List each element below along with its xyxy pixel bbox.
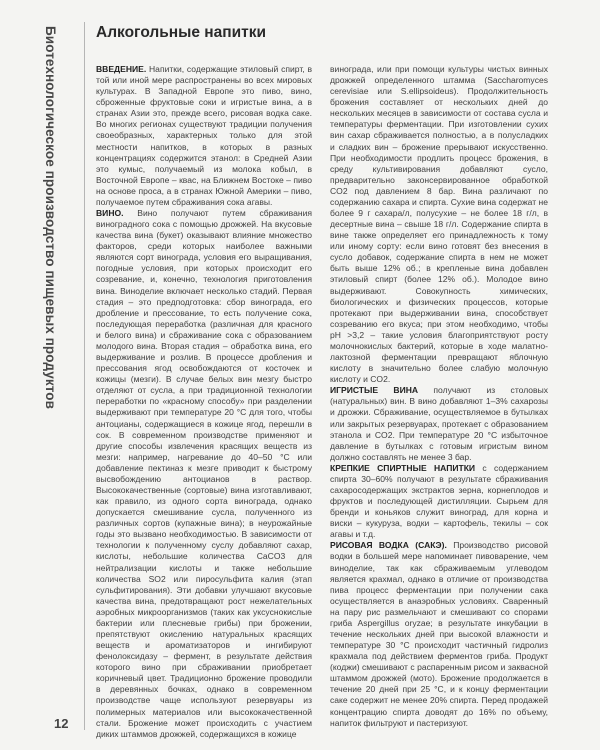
page-number: 12	[54, 716, 69, 731]
paragraph-strong-spirits	[330, 463, 548, 541]
paragraph-sparkling-wines	[330, 385, 548, 463]
paragraph-wine-continued	[330, 64, 548, 385]
paragraph-lead: РИСОВАЯ ВОДКА (САКЭ).	[330, 540, 447, 551]
paragraph-text: с содержанием спирта 30–60% получают в результате сбраживания сахаросодержащих экстрактов зерна, корнеплодов и фруктов и последующей дистилляции. Сырьем для бренди и коньяков служит виноград, для корна и виски – кукуруза, водки – картофель, текилы – сок агавы и т.д.	[330, 462, 548, 540]
paragraph-text: получают из столовых (натуральных) вин. В вино добавляют 1–3% сахарозы и дрожжи. Сбраживание, осуществляемое в бутылках или закрытых резервуарах, протекает с образованием этанола и CO2. При температуре 20 °С избыточное давление в бутылках с готовым игристым вином должно составлять не менее 3 бар.	[330, 385, 548, 462]
paragraph-sake	[330, 540, 548, 728]
left-column	[96, 64, 312, 740]
right-column	[330, 64, 548, 740]
paragraph-text: винограда, или при помощи культуры чистых винных дрожжей определенного штамма (Saccharomyces cerevisiae или S.ellipsoideus). Продолжительность брожения составляет от нескольких дней до нескольких месяцев в зависимости от состава сусла и температуры ферментации. При изготовлении сухих вин сахар сбраживается полностью, а в полусладких и сладких вин – брожение прерывают искусственно. При необходимости продлить процесс брожения, в среду культивирования добавляют сусло, предварительно законсервированное обработкой CO2 под давлением 8 бар. Вина различают по содержанию сахара и спирта. Сухие вина содержат не более 9 г сахара/л, полусухие – не более 18 г/л, в десертные вина – свыше 18 г/л. Содержание спирта в вине также определяет его принадлежность к тому или иному сорту: если вино готовят без внесения в сусло добавок, содержание спирта в нем не может быть выше 12% об.; в крепленые вина добавлен этиловый спирт (более 12% об.). Молодое вино выдерживают. Совокупность химических, биологических и физических процессов, которые протекают при выдерживании вина, способствует созреванию его вкуса; при этом необходимо, чтобы рН >3,2 – такие условия благоприятствуют росту молочнокислых бактерий, которые в ходе малатно-лактозной ферментации превращают яблочную кислоту в значительно более слабую молочную кислоту и CO2.	[330, 64, 548, 385]
paragraph-lead: ВВЕДЕНИЕ.	[96, 64, 147, 74]
paragraph-text: Производство рисовой водки в большей мере напоминает пивоварение, чем виноделие, так как сбраживаемым углеводом является крахмал, однако в отличие от производства пива процесс ферментации при получении сака осуществляется в анаэробных условиях. Сваренный на пару рис размельчают и смешивают со спорами гриба Aspergillus oryzae; в результате инкубации в течение нескольких дней при высокой влажности и температуре 30 °С происходит частичный гидролиз крахмала под действием ферментов гриба. Продукт (коджи) смешивают с распаренным рисом и заквасной штаммом дрожжей (мото). Брожение продолжается в течение 20 дней при 25 °С, и к концу ферментации саке содержит не менее 20% спирта. Перед продажей концентрацию спирта доводят до 16% по объему, напиток фильтруют и пастеризуют.	[330, 540, 548, 728]
margin-rule	[84, 22, 85, 730]
paragraph-lead: КРЕПКИЕ СПИРТНЫЕ НАПИТКИ	[330, 462, 476, 473]
paragraph-lead: ИГРИСТЫЕ ВИНА	[330, 385, 419, 396]
paragraph-introduction	[96, 64, 312, 208]
paragraph-text: Напитки, содержащие этиловый спирт, в той или иной мере распространены во всех мировых культурах. В Западной Европе это пиво, вино, сброженные фруктовые соки и игристые вина, а в странах Азии это, прежде всего, рисовая водка саке. Во многих регионах существуют традиции получения своеобразных, характерных только для этой местности напитков, в которых в разных концентрациях содержится этанол: в Средней Азии это кумыс, получаемый из молока кобыл, в Восточной Европе – квас, на Ближнем Востоке – пиво на основе проса, а в странах Южной Америки – пиво, получаемое путем сбраживания сока агавы.	[96, 64, 312, 207]
paragraph-wine	[96, 208, 312, 740]
paragraph-lead: ВИНО.	[96, 208, 124, 219]
paragraph-text: Вино получают путем сбраживания виноградного сока с помощью дрожжей. На вкусовые качества вина (букет) оказывают влияние множество факторов, среди которых наиболее важными являются сорт винограда, условия его выращивания, погодные условия, при которых происходит его созревание, и, конечно, технология приготовления вина. Виноделие включает несколько стадий. Первая стадия – это предподготовка: сбор винограда, его дробление и прессование, то есть получение сока, последующая переработка (различная для красного и белого вина) и сбраживание сока с образованием молодого вина. Вторая стадия – обработка вина, его выдерживание и розлив. В процессе дробления и прессования ягод освобождаются от косточек и кожицы (мезги). В случае белых вин мезгу быстро отделяют от сусла, а при традиционной технологии переработки по «красному способу» при разделении выдерживают при температуре 20 °С для того, чтобы антоцианы, содержащиеся в кожице ягод, перешли в сок. В современном производстве применяют и другие способы извлечения красящих веществ из мезги: например, нагревание до 40–50 °С или добавление пектиназ к мезге приводит к быстрому высвобождению антоцианов в раствор. Высококачественные (сортовые) вина изготавливают, как правило, из одного сорта винограда, однако допускается смешивание сусла, полученного из различных сортов (купажные вина); в неурожайные годы это вызвано необходимостью. В зависимости от технологии к полученному суслу добавляют сахар, кислоты, небольшие количества CaCO3 для нейтрализации кислоты и также небольшие количества SO2 или пиросульфита калия (этап сульфитирования). Эти добавки улучшают вкусовые качества вина, предотвращают рост нежелательных аэробных микроорганизмов (таких как уксуснокислые бактерии или плесневые грибы) при брожении, препятствуют окислению натуральных красящих веществ и ароматизаторов и ингибируют фенолоксидазу – фермент, в результате действия которого вино при сбраживании приобретает коричневый цвет. Традиционно брожение проводили в деревянных бочках, однако в современном производстве чаще используют резервуары из полимерных материалов или высококачественной стали. Брожение может происходить с участием диких штаммов дрожжей, содержащихся в кожице	[96, 208, 312, 739]
spine-title: Биотехнологическое производство пищевых продуктов	[43, 26, 58, 410]
page-title: Алкогольные напитки	[96, 24, 267, 41]
